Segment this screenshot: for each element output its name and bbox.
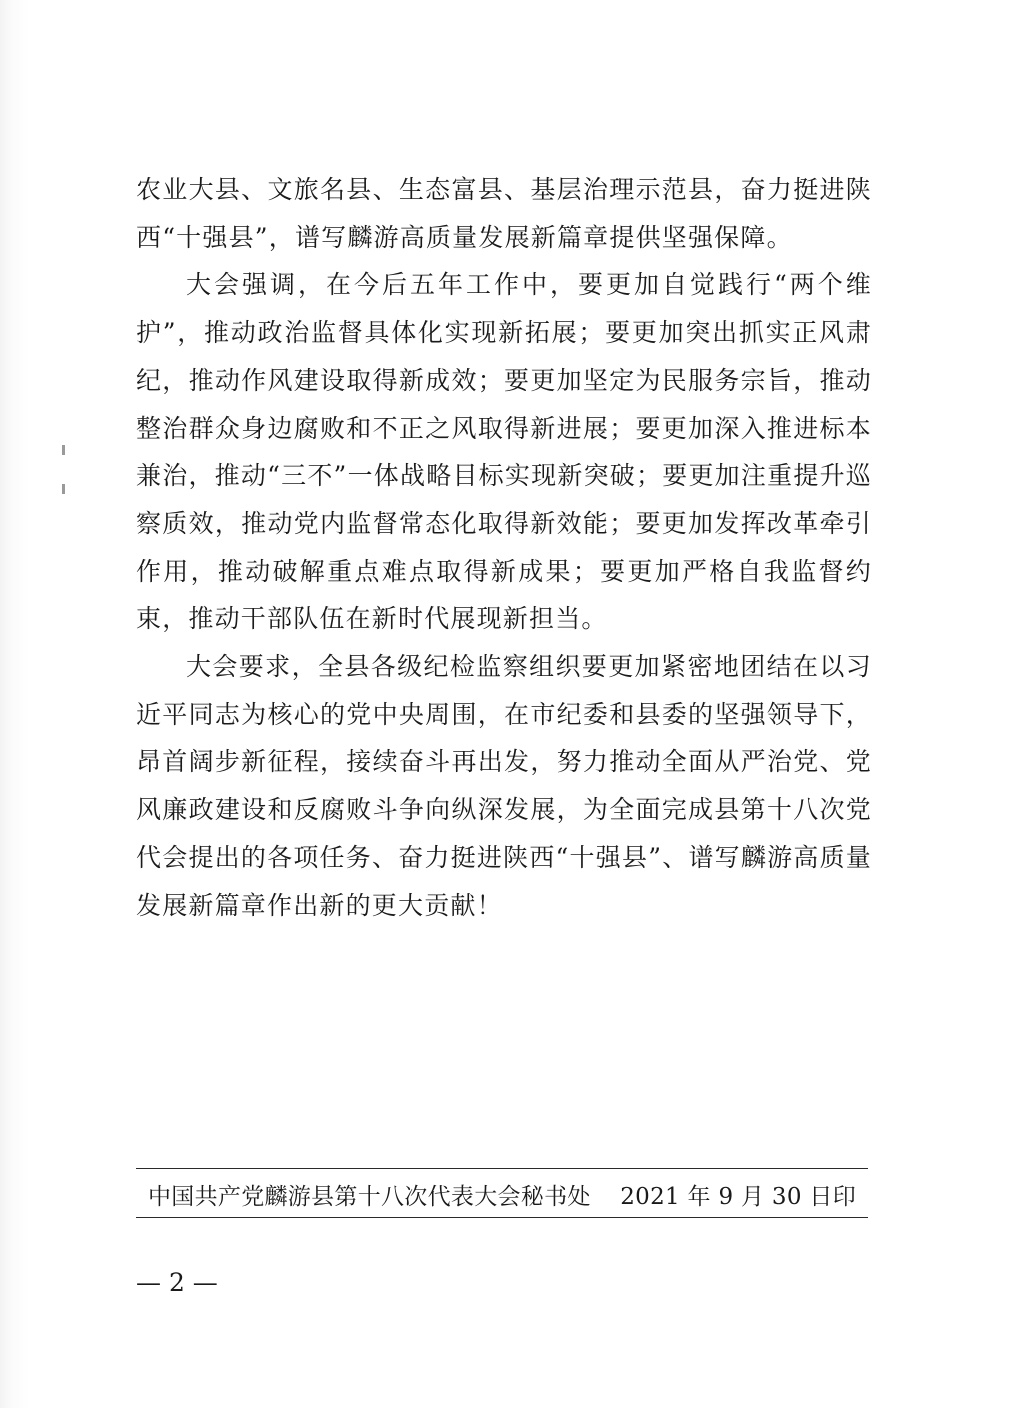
paragraph-emphasis: 大会强调，在今后五年工作中，要更加自觉践行“两个维护”，推动政治监督具体化实现新拓展；要更加突出抓实正风肃纪，推动作风建设取得新成效；要更加坚定为民服务宗旨，推动整治群众身边腐败和不正之风取得新进展；要更加深入推进标本兼治，推动“三不”一体战略目标实现新突破；要更加注重提升巡察质效，推动党内监督常态化取得新效能；要更加发挥改革牵引作用，推动破解重点难点取得新成果；要更加严格自我监督约束，推动干部队伍在新时代展现新担当。 <box>136 270 872 634</box>
paragraph-requirements: 大会要求，全县各级纪检监察组织要更加紧密地团结在以习近平同志为核心的党中央周围，在市纪委和县委的坚强领导下，昂首阔步新征程，接续奋斗再出发，努力推动全面从严治党、党风廉政建设和反腐败斗争向纵深发展，为全面完成县第十八次党代会提出的各项任务、奋力挺进陕西“十强县”、谱写麟游高质量发展新篇章作出新的更大贡献！ <box>136 652 872 920</box>
scan-page-edge <box>0 0 30 1408</box>
print-date: 2021 年 9 月 30 日印 <box>620 1184 856 1210</box>
print-footer <box>136 1168 868 1218</box>
document-body <box>136 166 872 929</box>
scan-mark <box>62 484 65 494</box>
paragraph-continuation: 农业大县、文旅名县、生态富县、基层治理示范县，奋力挺进陕西“十强县”，谱写麟游高质量发展新篇章提供坚强保障。 <box>136 175 872 252</box>
issuer-name: 中国共产党麟游县第十八次代表大会秘书处 <box>148 1184 591 1210</box>
scan-mark <box>62 445 65 455</box>
page-number: — 2 — <box>136 1268 218 1297</box>
